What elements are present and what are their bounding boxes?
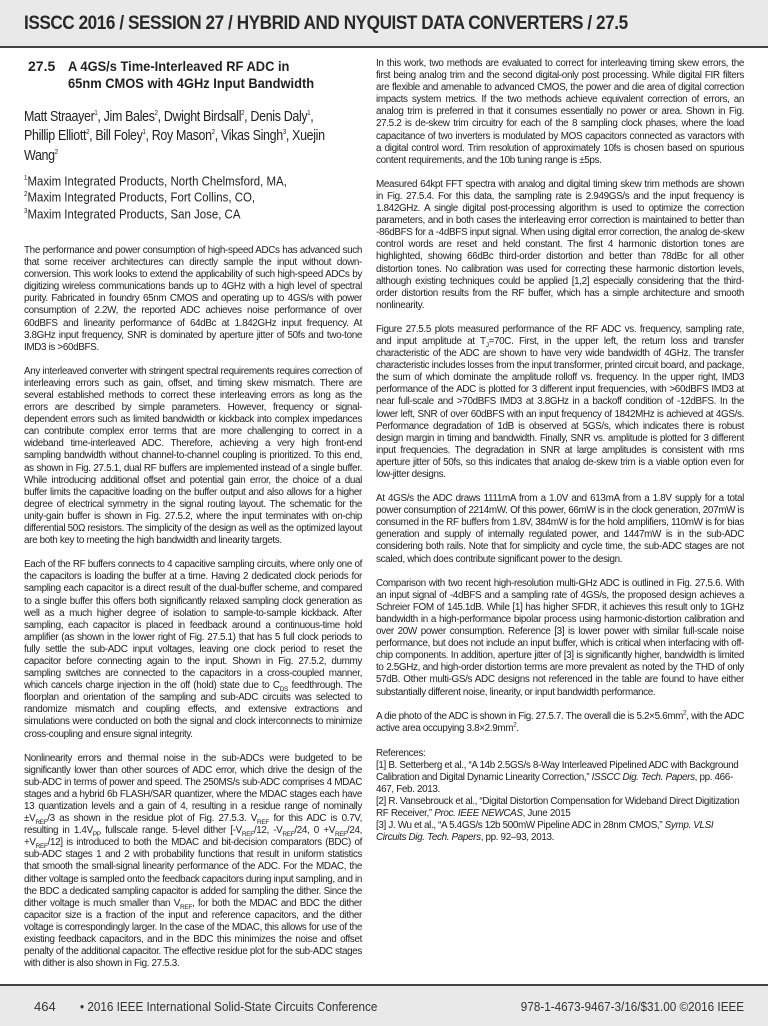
author-name: Denis Daly: [250, 108, 308, 125]
author-name: Vikas Singh: [220, 128, 283, 145]
author-affiliation-mark: 3: [282, 129, 286, 137]
paper-title: A 4GS/s Time-Interleaved RF ADC in 65nm CMOS with 4GHz Input Bandwidth: [68, 58, 315, 91]
page-header: [0, 0, 768, 48]
affiliation: $^3$Maxim Integrated Products, San Jose, CA: [24, 205, 241, 221]
page-number: 464: [34, 999, 56, 1014]
references-section: [376, 748, 744, 845]
author-list: Matt Straayer$^1$, Jim Bales$^2$, Dwight Birdsall$^2$, Denis Daly$^1$, Phillip Elliott$^2$, Bill Foley$^1$, Roy Mason$^2$, Vikas Singh$^3$, Xuejin Wang$^2$: [24, 108, 325, 164]
left-body: [24, 245, 362, 970]
author-affiliation-mark: 1: [307, 110, 311, 117]
author-name: Jim Bales: [103, 108, 155, 125]
author-affiliation-mark: 1: [142, 129, 146, 137]
body-paragraph: Figure 27.5.5 plots measured performance of the RF ADC vs. frequency, sampling rate, and input amplitude at $T_J=70C$. First, in the upper left, the return loss and transfer characteristic of the ADC are shown to have very wide bandwidth of 4GHz. The transfer characteristic includes losses from the input transformer, printed circuit board, and package, the sum of which dominate the amplitude rolloff vs. frequency. In the upper right, IMD3 performance of the ADC is plotted for 3 different input frequencies, with >60dBFS IMD3 at near full-scale and >70dBFS IMD3 at 3.8GHz in a backoff condition of -12dBFS. In the lower left, SNR of over 60dBFS with an input frequency of 1842MHz is achieved at 4GS/s. Performance degradation of 1dB is observed at 5GS/s, which indicates there is robust design margin in timing and bandwidth. Finally, SNR vs. amplitude is plotted for 3 different input frequencies. The degradation in SNR at large amplitudes is consistent with rms aperture jitter of 50fs, so this indicates that analog de-skew trim is a viable option even for low-jitter designs.: [376, 323, 744, 480]
body-paragraph: Each of the RF buffers connects to 4 capacitive sampling circuits, where only one of the capacitors is loading the buffer at a time. Having 2 dedicated clock periods for sampling each capacitor is a direct result of the dual-buffer scheme, and compared to a single buffer this offers both significantly relaxed sampling clock generation as well as a much higher degree of isolation to sample-to-sample kickback. After sampling, each capacitor is placed in feedback around a continuous-time hold amplifier (as shown in the lower right of Fig. 27.5.1) that has 5 full clock periods to fully settle the sub-ADC input voltages, leaving one clock period to reset the capacitor before connecting again to the input. Shown in Fig. 27.5.2, dummy sampling switches are connected to the capacitors in a cross-coupled manner, which cancels charge injection in the off (hold) state due to $C_{DS}$ feedthrough. The floorplan and orientation of the sampling and sub-ADC circuits was selected to randomize mismatch and coupling effects, and extensive extractions and simulations were conducted on both the signal and clock interconnects to minimize cross-coupling and ensure signal integrity.: [24, 559, 362, 740]
author-affiliation-mark: 2: [241, 110, 245, 117]
references-label: References:: [376, 747, 426, 759]
reference-item: [3] J. Wu et al., “A 5.4GS/s 12b 500mW Pipeline ADC in 28nm CMOS,” Symp. VLSI Circuits Dig. Tech. Papers, pp. 92–93, 2013.: [376, 820, 714, 844]
author-name: Bill Foley: [95, 128, 143, 145]
body-paragraph: Nonlinearity errors and thermal noise in the sub-ADCs were budgeted to be significantly lower than other sources of ADC error, which drive the design of the sub-ADC in terms of power and speed. The 250MS/s sub-ADC comprises 4 MDAC stages and a hybrid 6b FLASH/SAR quantizer, where the MDAC stages each have 13 quantization levels and a gain of 4, resulting in a residue range of nominally $\pm V_{REF}/3$ as shown in the residue plot of Fig. 27.5.3. $V_{REF}$ for this ADC is 0.7V, resulting in $1.4V_{PP}$ fullscale range. 5-level dither [$-V_{REF}/12$, $-V_{REF}/24$, $0 +V_{REF}/24$, $+V_{REF}/12$] is introduced to both the MDAC and bit-decision comparators (BDC) of sub-ADC stages 1 and 2 with probability functions that result in uniform statistics that smooth the small-signal linearity performance of the ADC. For the MDAC, the dither voltage is sampled onto the feedback capacitors during input sampling, and in the BDC a dedicated sampling capacitor is added for sampling the dither. Since the dither voltage is much smaller than $V_{REF}$, for both the MDAC and BDC the dither capacitor size is a fraction of the input and reference capacitors, and the dither voltage is correspondingly larger. In the case of the MDAC, this allows for use of the existing feedback capacitors, and in the BDC this minimizes the noise and offset penalty of the additional capacitor. The effective residue plot for the sub-ADC stages with dither is also shown in Fig. 27.5.3.: [24, 752, 363, 970]
page-footer: [0, 984, 768, 1026]
author-affiliation-mark: 2: [86, 129, 90, 137]
body-paragraph: Measured 64kpt FFT spectra with analog and digital timing skew trim methods are shown in Fig. 27.5.4. For this data, the sampling rate is 2.949GS/s and the input frequency is 1.842GHz. A single digital post-processing algorithm is used to optimize the correction parameters, and in both cases the interleaving error correction is maintained to better than -86dBFS for a -4dBFS input signal. When using digital error correction, the analog de-skew control words are reset and held constant. The first 4 harmonic distortion tones are highlighted, showing 66dBc third-order distortion and better than 78dBc for all other distortion tones. No calibration was used for correcting these harmonic distortion levels, although existing techniques could be applied [1,2] especially considering that the third-order distortion results from the RF buffer, which has a simple architecture and smooth nonlinearity.: [376, 178, 744, 311]
author-name: Roy Mason: [151, 128, 212, 145]
body-paragraph: The performance and power consumption of high-speed ADCs has advanced such that some receiver architectures can directly sample the input without down-conversion. This work looks to extend the applicability of such high-speed ADCs by digitizing wireless communications bands up to 4GHz with a high level of spectral purity. Fabricated in foundry 65nm CMOS and operating up to 4GS/s with power consumption of 2.2W, the reported ADC achieves noise performance of over 60dBFS and linearity performance of 64dBc at 1.842GHz input frequency. At 3.8GHz input frequency, SNR is dominated by aperture jitter of 50fs and two-tone IMD3 is >60dBFS.: [24, 244, 362, 353]
body-paragraph: Any interleaved converter with stringent spectral requirements requires correction of interleaving errors such as gain, offset, and timing skew mismatch. There are several established methods to correct these interleaving errors as long as the errors are described by simple parameters. However, frequency or signal-dependent errors such as limited bandwidth or kickback into complex impedances can contribute complex error terms that are more challenging to correct in a wideband time-interleaved ADC. Therefore, achieving a very high front-end sampling bandwidth without channel-to-channel coupling is prioritized. To this end, as shown in Fig. 27.5.1, dual RF buffers are implemented instead of a single buffer. While introducing additional offset and potential gain error, the choice of a dual buffer limits the capacitive loading on the buffer output and also allows for a higher degree of electrical symmetry in the signal routing layout. The schematic for the unity-gain buffer is shown in Fig. 27.5.2, where the input terminates with on-chip differential 50Ω resistors. The simplicity of the design as well as the optimized layout are both key to meeting the high bandwidth and linearity targets.: [24, 365, 362, 547]
right-column: [376, 58, 744, 845]
author-name: Phillip Elliott: [24, 128, 87, 145]
paper-number: 27.5: [28, 58, 56, 74]
reference-item: [2] R. Vansebrouck et al., “Digital Distortion Compensation for Wideband Direct Digitization RF Receiver,” Proc. IEEE NEWCAS, June 2015: [376, 796, 740, 820]
body-paragraph: At 4GS/s the ADC draws 1111mA from a 1.0V and 613mA from a 1.8V supply for a total power consumption of 2214mW. Of this power, 66mW is in the clock generation, 207mW is consumed in the RF buffers from 1.8V, 384mW is for the hold amplifiers, 110mW is for bias generation and supply of internally regulated power, and 1447mW is in the sub-ADC considering both rails. Note that for simplicity and cycle time, the sub-ADC stages are not scaled, which does contribute significant power to the design.: [376, 493, 744, 565]
author-affiliation-mark: 2: [211, 129, 215, 137]
author-affiliation-mark: 2: [54, 148, 58, 156]
conference-name: • 2016 IEEE International Solid-State Circuits Conference: [80, 999, 378, 1014]
affiliation: $^1$Maxim Integrated Products, North Chelmsford, MA,: [24, 173, 287, 189]
right-body: [376, 58, 744, 735]
author-name: Xuejin Wang: [24, 128, 325, 164]
paper-title-block: [24, 58, 362, 92]
reference-item: [1] B. Setterberg et al., “A 14b 2.5GS/s 8-Way Interleaved Pipelined ADC with Background Calibration and Digital Dynamic Linearity Correction,” ISSCC Dig. Tech. Papers, pp. 466-467, Feb. 2013.: [376, 759, 739, 796]
header-title: ISSCC 2016 / SESSION 27 / HYBRID AND NYQUIST DATA CONVERTERS / 27.5: [24, 12, 628, 34]
author-affiliation-mark: 1: [94, 110, 98, 117]
affiliation: $^2$Maxim Integrated Products, Fort Collins, CO,: [24, 189, 256, 205]
author-name: Matt Straayer: [24, 108, 95, 125]
copyright-notice: 978-1-4673-9467-3/16/$31.00 ©2016 IEEE: [520, 999, 744, 1014]
body-paragraph: In this work, two methods are evaluated to correct for interleaving timing skew errors, the first being analog trim and the second digital-only post processing. While digital FIR filters are flexible and amenable to advanced CMOS, the power and die area of digital correction impacts system metrics. If the two methods achieve equivalent correction of errors, an analog trim is preferred in that it consumes essentially no power or area. Shown in Fig. 27.5.2 is de-skew trim circuitry for each of the 8 sampling clock phases, where the load capacitance of two inverters is modulated by MOS capacitors connected as varactors with a digital control word. Trim resolution of approximately 10fs is chosen based on spurious content requirements, and the 10b tuning range is ±5ps.: [376, 58, 744, 166]
affiliation-list: [24, 172, 362, 221]
body-paragraph: Comparison with two recent high-resolution multi-GHz ADC is outlined in Fig. 27.5.6. With an input signal of -4dBFS and a sampling rate of 4GS/s, the proposed design achieves a Schreier FOM of 145.1dB. While [1] has higher SFDR, it achieves this result only to 1GHz bandwidth in a high-performance bipolar process using harmonic-distortion calibration and over 20W power consumption. Reference [3] is lower power with similar full-scale noise performance, but does not include an input buffer, which is critical when interfacing with off-chip components. In addition, aperture jitter of [3] is significantly higher, bandwidth is limited to 2.5GHz, and high-order distortion terms are more prevalent as noted by the THD of only 57dB. Other multi-GS/s ADC designs not referenced in the table are found to have either substantially different noise, linearity, or input bandwidth performance.: [376, 577, 744, 698]
left-column: [24, 58, 362, 970]
author-affiliation-mark: 2: [154, 110, 158, 117]
references-list: [376, 760, 744, 845]
author-name: Dwight Birdsall: [163, 108, 242, 125]
body-paragraph: A die photo of the ADC is shown in Fig. 27.5.7. The overall die is $5.2\times 5.6mm^2$, with the ADC active area occupying $3.8\times 2.9mm^2$.: [376, 709, 744, 734]
